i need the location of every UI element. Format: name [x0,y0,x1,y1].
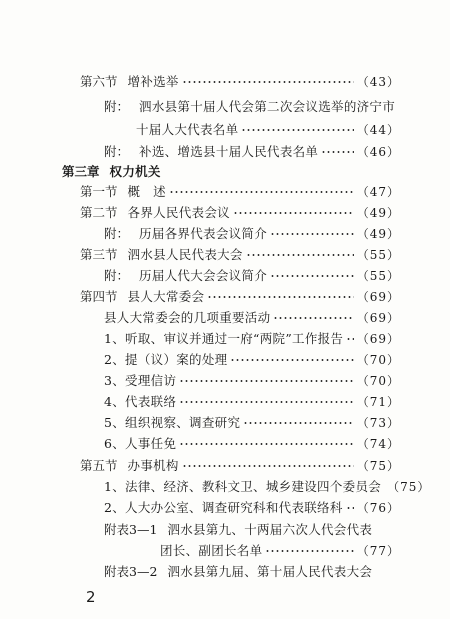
toc-entry-page: （69） [356,332,400,346]
toc-entry-page: （69） [356,290,400,304]
leader-dots [241,129,353,131]
toc-entry-page: （73） [356,416,400,430]
toc-entry [80,287,400,307]
leader-dots [270,275,354,277]
toc-entry [80,245,400,265]
toc-entry [104,434,400,454]
toc-entry-title: 团长、副团长名单 [160,543,263,558]
toc-entry-page: （44） [356,123,400,137]
toc-entry-label: 附： [104,144,130,159]
toc-entry-title: 历届各界代表会议简介 [139,226,268,241]
leader-dots [321,151,354,153]
toc-entry [104,142,400,162]
toc-entry-page: （70） [356,353,400,367]
toc-entry-title: 泗水县第十届人代会第二次会议选举的济宁市 [139,99,396,114]
toc-entry-page: （55） [356,248,400,262]
toc-entry-page: （47） [356,185,400,199]
toc-entry [104,308,400,328]
toc-entry [104,392,400,412]
toc-entry-label: 第三节 [80,247,118,262]
toc-entry-page: （43） [356,75,400,89]
toc-entry-label: 第六节 [80,74,118,89]
toc-entry-title: 1、听取、审议并通过一府“两院”工作报告 [104,331,344,346]
toc-entry-label: 附： [104,226,130,241]
toc-entry [80,182,400,202]
toc-entry-page: （75） [356,459,400,473]
chapter-heading [62,162,262,182]
toc-entry-label: 第五节 [80,458,118,473]
toc-entry-label: 第二节 [80,205,118,220]
toc-entry [104,266,400,286]
toc-entry-title: 概 述 [127,184,166,199]
toc-entry-label: 附表3—2 [104,564,158,579]
toc-entry-page: （49） [356,206,400,220]
toc-entry-title: 1、法律、经济、教科文卫、城乡建设四个委员会 [104,479,382,494]
toc-entry [104,498,400,518]
toc-entry-page: （69） [356,311,400,325]
toc-entry-title: 县人大常委会 [127,289,205,304]
leader-dots [270,233,354,235]
leader-dots [169,191,354,193]
leader-dots [179,443,353,445]
toc-entry-page: （49） [356,227,400,241]
toc-entry-page: （46） [356,145,400,159]
toc-entry-label: 第一节 [80,184,118,199]
toc-entry [104,329,400,349]
toc-entry-title: 4、代表联络 [104,394,177,409]
leader-dots [179,401,353,403]
toc-entry [160,541,400,561]
leader-dots [265,550,353,552]
toc-entry-label: 附： [104,268,130,283]
leader-dots [182,465,354,467]
toc-entry-title: 6、人事任免 [104,436,177,451]
toc-entry-title: 历届人代大会会议简介 [139,268,268,283]
toc-entry-title: 5、组织视察、调查研究 [104,415,241,430]
toc-entry-page: （70） [356,374,400,388]
toc-entry [80,456,400,476]
toc-entry [104,520,400,540]
toc-entry [104,350,400,370]
leader-dots [243,422,353,424]
toc-entry-title: 补选、增选县十届人民代表名单 [139,144,319,159]
toc-entry [104,562,400,582]
leader-dots [246,254,354,256]
leader-dots [179,380,353,382]
leader-dots [346,338,353,340]
toc-entry-label: 附表3—1 [104,522,158,537]
leader-dots [346,507,354,509]
toc-entry [104,97,400,117]
toc-entry [104,224,400,244]
leader-dots [273,317,353,319]
leader-dots [207,296,353,298]
toc-entry-title: 泗水县第九届、第十届人民代表大会 [167,564,373,579]
page-number: 2 [86,588,96,606]
toc-entry-label: 附： [104,99,130,114]
leader-dots [182,81,354,83]
toc-entry [80,72,400,92]
toc-entry-page: （71） [356,395,400,409]
toc-entry-page: （55） [356,269,400,283]
toc-entry-title: 增补选举 [127,74,179,89]
toc-entry [104,371,400,391]
toc-entry-title: 泗水县第九、十两届六次人代会代表 [167,522,373,537]
toc-entry [104,477,431,497]
toc-entry-title: 3、受理信访 [104,373,177,388]
toc-entry-title: 各界人民代表会议 [127,205,230,220]
toc-entry-title: 2、提（议）案的处理 [104,352,228,367]
toc-entry-label: 第三章 [62,164,100,179]
toc-entry-page: （77） [356,544,400,558]
toc-entry-title: 2、人大办公室、调查研究科和代表联络科 [104,500,343,515]
leader-dots [230,359,353,361]
toc-entry-title: 县人大常委会的几项重要活动 [104,310,271,325]
toc-entry-label: 第四节 [80,289,118,304]
toc-entry-page: （75） [387,480,431,494]
toc-entry-title: 权力机关 [109,164,161,179]
toc-entry-title: 十届人大代表名单 [136,122,239,137]
toc-entry [80,203,400,223]
leader-dots [233,212,354,214]
toc-entry [136,120,400,140]
toc-entry-page: （74） [356,437,400,451]
toc-entry [104,413,400,433]
toc-entry-title: 泗水县人民代表大会 [127,247,243,262]
toc-entry-title: 办事机构 [127,458,179,473]
toc-entry-page: （76） [356,501,400,515]
